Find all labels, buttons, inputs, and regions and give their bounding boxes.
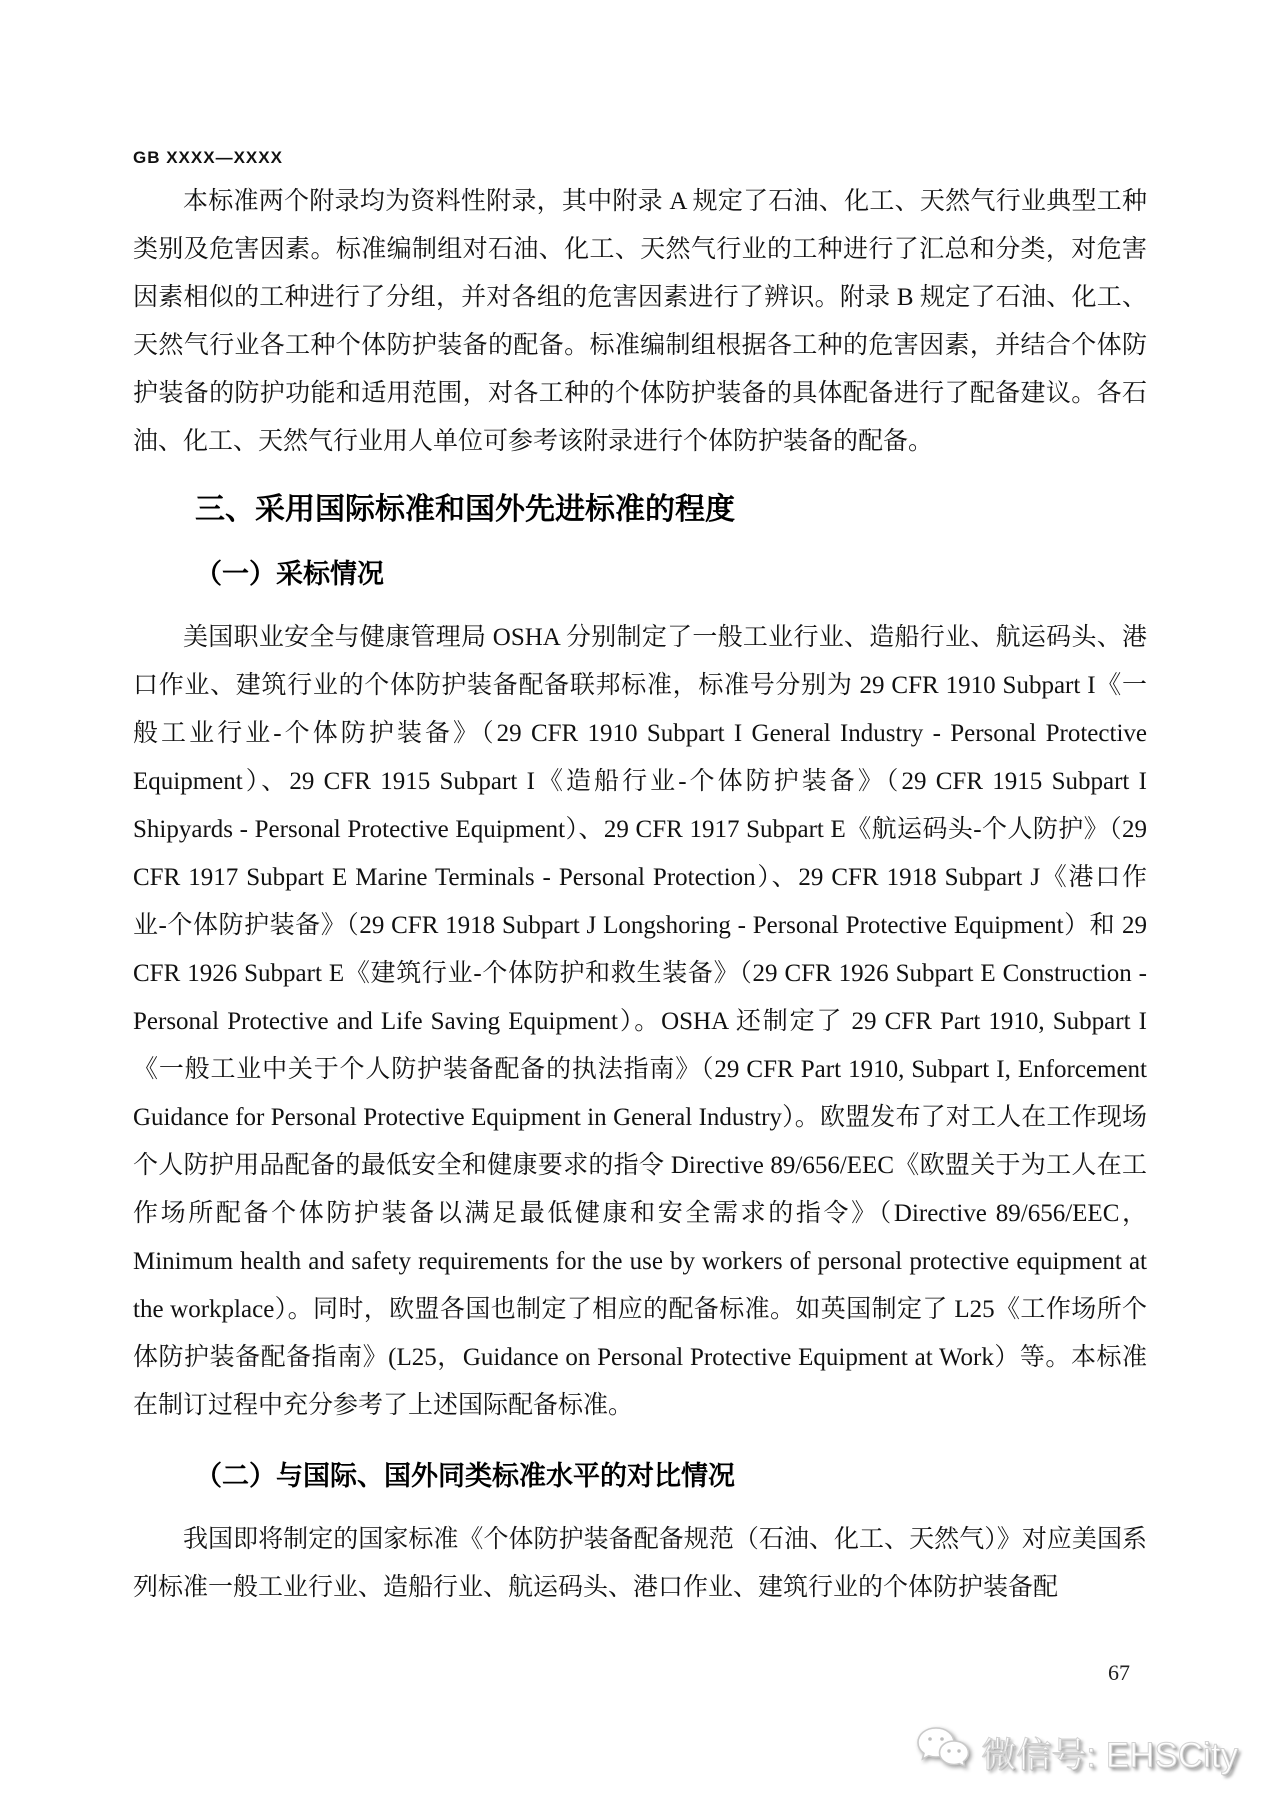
watermark-text: 微信号: EHSCity [981, 1735, 1238, 1775]
section-heading-international-standards: 三、采用国际标准和国外先进标准的程度 [195, 493, 735, 526]
subsection-heading-comparison: （二）与国际、国外同类标准水平的对比情况 [195, 1461, 735, 1491]
subsection-heading-adoption-status: （一）采标情况 [195, 559, 384, 589]
wechat-icon [915, 1725, 971, 1780]
paragraph-appendix-intro: 本标准两个附录均为资料性附录，其中附录 A 规定了石油、化工、天然气行业典型工种类别及危害因素。标准编制组对石油、化工、天然气行业的工种进行了汇总和分类，对危害因素相似的工种进行了分组，并对各组的危害因素进行了辨识。附录 B 规定了石油、化工、天然气行业各工种个体防护装备的配备。标准编制组根据各工种的危害因素，并结合个体防护装备的防护功能和适用范围，对各工种的个体防护装备的具体配备进行了配备建议。各石油、化工、天然气行业用人单位可参考该附录进行个体防护装备的配备。 [133, 188, 1147, 455]
paragraph-comparison: 我国即将制定的国家标准《个体防护装备配备规范（石油、化工、天然气）》对应美国系列标准一般工业行业、造船行业、航运码头、港口作业、建筑行业的个体防护装备配 [133, 1526, 1147, 1601]
page-number: 67 [1108, 1660, 1130, 1685]
watermark [915, 1725, 1238, 1780]
document-code-header: GB XXXX—XXXX [133, 148, 283, 167]
paragraph-osha-standards: 美国职业安全与健康管理局 OSHA 分别制定了一般工业行业、造船行业、航运码头、港口作业、建筑行业的个体防护装备配备联邦标准，标准号分别为 29 CFR 1910 Subpart I《一般工业行业-个体防护装备》（29 CFR 1910 Subpart I General Industry - Personal Protective Equipment）、29 CFR 1915 Subpart I《造船行业-个体防护装备》（29 CFR 1915 Subpart I Shipyards - Personal Protective Equipment）、29 CFR 1917 Subpart E《航运码头-个人防护》（29 CFR 1917 Subpart E Marine Terminals - Personal Protection）、29 CFR 1918 Subpart J《港口作业-个体防护装备》（29 CFR 1918 Subpart J Longshoring - Personal Protective Equipment）和 29 CFR 1926 Subpart E《建筑行业-个体防护和救生装备》（29 CFR 1926 Subpart E Construction - Personal Protective and Life Saving Equipment）。OSHA 还制定了 29 CFR Part 1910, Subpart I《一般工业中关于个人防护装备配备的执法指南》（29 CFR Part 1910, Subpart I, Enforcement Guidance for Personal Protective Equipment in General Industry）。欧盟发布了对工人在工作现场个人防护用品配备的最低安全和健康要求的指令 Directive 89/656/EEC《欧盟关于为工人在工作场所配备个体防护装备以满足最低健康和安全需求的指令》（Directive 89/656/EEC，Minimum health and safety requirements for the use by workers of personal protective equipment at the workplace）。同时，欧盟各国也制定了相应的配备标准。如英国制定了 L25《工作场所个体防护装备配备指南》(L25，Guidance on Personal Protective Equipment at Work）等。本标准在制订过程中充分参考了上述国际配备标准。 [133, 624, 1147, 1419]
